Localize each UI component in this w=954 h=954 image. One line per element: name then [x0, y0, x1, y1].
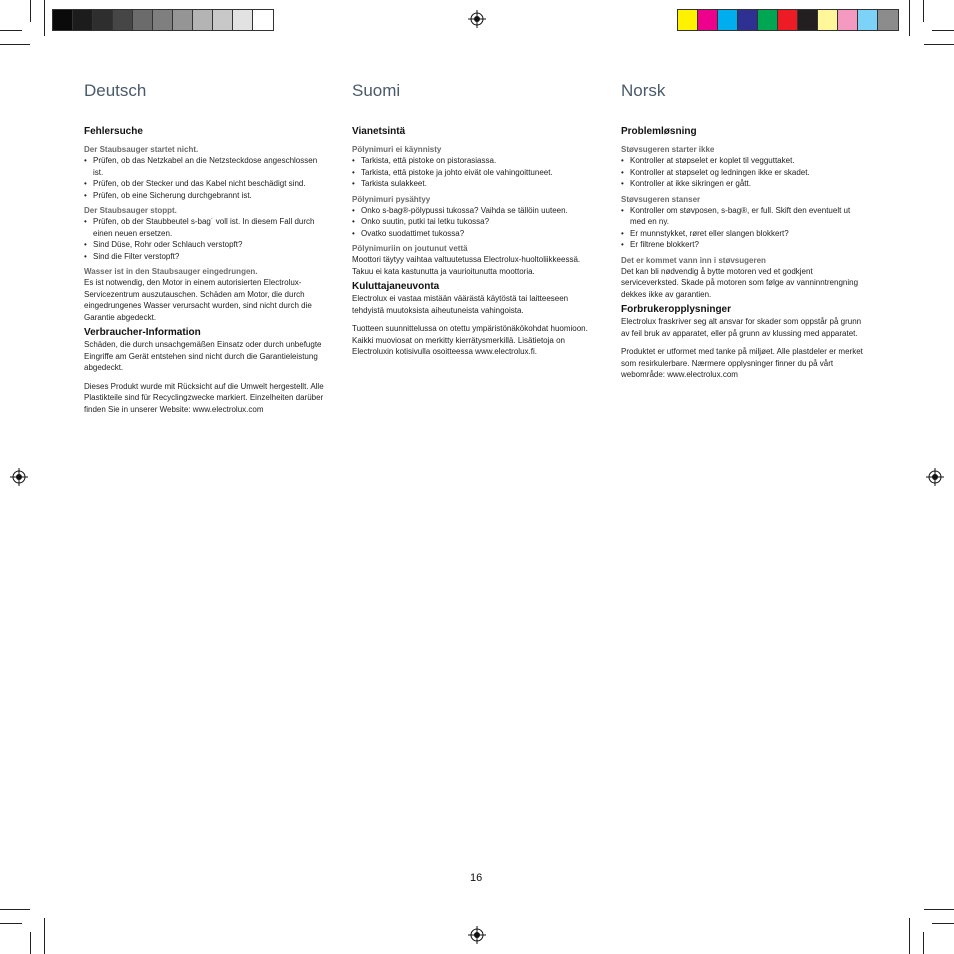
grayscale-calibration-strip [52, 9, 274, 31]
problem-paragraph: Moottori täytyy vaihtaa valtuutetussa Electrolux-huoltoliikkeessä. Takuu ei kata kastunutta ja vaurioitunutta moottoria. [352, 255, 581, 276]
registration-mark-icon [468, 926, 486, 944]
column-suomi [352, 80, 597, 365]
color-swatch [133, 10, 153, 30]
check-list-item: • Sind Düse, Rohr oder Schlauch verstopft? [84, 239, 329, 251]
consumer-info-paragraph: Produktet er utformet med tanke på miljøet. Alle plastdeler er merket som resirkulerbare. Nærmere opplysninger finner du på vårt webområde: www.electrolux.com [621, 347, 863, 379]
crop-mark [932, 30, 954, 31]
check-list-item: • Prüfen, ob eine Sicherung durchgebrannt ist. [84, 190, 329, 202]
language-title: Deutsch [84, 81, 147, 100]
color-swatch [758, 10, 778, 30]
consumer-info-paragraph: Tuotteen suunnittelussa on otettu ympäristönäkökohdat huomioon. Kaikki muoviosat on merkitty kierrätysmerkillä. Lisätietoja on Electroluxin kotisivulla osoitteessa www.electrolux.fi. [352, 324, 588, 356]
check-list-item: • Kontroller om støvposen, s-bag®, er full. Skift den eventuelt ut med en ny. [621, 205, 866, 228]
check-list [352, 205, 597, 240]
page-number: 16 [470, 872, 483, 884]
check-list-item: • Prüfen, ob der Stecker und das Kabel nicht beschädigt sind. [84, 178, 329, 190]
crop-mark [0, 923, 22, 924]
registration-mark-icon [10, 468, 28, 486]
check-list-item: • Kontroller at støpselet er koplet til vegguttaket. [621, 155, 866, 167]
consumer-info-paragraph: Dieses Produkt wurde mit Rücksicht auf die Umwelt hergestellt. Alle Plastikteile sind für Recyclingzwecke markiert. Einzelheiten darüber finden Sie in unserer Website: www.electrolux.com [84, 381, 324, 414]
color-swatch [718, 10, 738, 30]
color-swatch [838, 10, 858, 30]
check-list-item: • Tarkista, että pistoke ja johto eivät ole vahingoittuneet. [352, 167, 597, 179]
color-swatch [233, 10, 253, 30]
crop-mark [0, 30, 22, 31]
check-list-item: • Sind die Filter verstopft? [84, 251, 329, 263]
problem-subheading: Wasser ist in den Staubsauger eingedrungen. [84, 267, 258, 276]
crop-mark [924, 44, 954, 45]
check-list-item: • Kontroller at støpselet og ledningen ikke er skadet. [621, 167, 866, 179]
check-list-item: • Kontroller at ikke sikringen er gått. [621, 178, 866, 190]
troubleshooting-heading: Fehlersuche [84, 126, 143, 137]
color-swatch [113, 10, 133, 30]
check-list-item: • Onko suutin, putki tai letku tukossa? [352, 216, 597, 228]
check-list-item: • Prüfen, ob der Staubbeutel s-bag˙ voll ist. In diesem Fall durch einen neuen ersetzen. [84, 216, 329, 239]
crop-mark [932, 923, 954, 924]
color-swatch [878, 10, 898, 30]
consumer-info-paragraph: Electrolux ei vastaa mistään väärästä käytöstä tai laitteeseen tehdyistä muutoksista aiheutuneista vahingoista. [352, 294, 569, 315]
column-norsk [621, 80, 866, 388]
consumer-info-paragraph: Electrolux fraskriver seg alt ansvar for skader som oppstår på grunn av feil bruk av apparatet, eller på grunn av klussing med apparatet. [621, 317, 862, 338]
check-list-item: • Onko s-bag®-pölypussi tukossa? Vaihda se tällöin uuteen. [352, 205, 597, 217]
color-swatch [678, 10, 698, 30]
color-swatch [193, 10, 213, 30]
troubleshooting-heading: Vianetsintä [352, 126, 406, 137]
problem-subheading: Der Staubsauger startet nicht. [84, 145, 199, 154]
crop-mark [923, 0, 924, 22]
problem-subheading: Støvsugeren stanser [621, 194, 701, 204]
registration-mark-icon [926, 468, 944, 486]
crop-mark [909, 0, 910, 36]
color-swatch [798, 10, 818, 30]
registration-mark-icon [468, 10, 486, 28]
consumer-info-heading: Verbraucher-Information [84, 327, 201, 338]
problem-subheading: Det er kommet vann inn i støvsugeren [621, 255, 766, 265]
check-list [84, 155, 329, 201]
check-list-item: • Tarkista sulakkeet. [352, 178, 597, 190]
column-deutsch [84, 80, 329, 422]
color-swatch [173, 10, 193, 30]
troubleshooting-heading: Problemløsning [621, 126, 697, 137]
color-swatch [253, 10, 273, 30]
color-swatch [93, 10, 113, 30]
problem-subheading: Pölynimuri ei käynnisty [352, 145, 442, 154]
consumer-info-paragraph: Schäden, die durch unsachgemäßen Einsatz oder durch unbefugte Eingriffe am Gerät entstehen sind nicht durch die Garantieleistung abgedeckt. [84, 340, 322, 372]
crop-mark [44, 0, 45, 36]
crop-mark [0, 909, 30, 910]
problem-paragraph: Es ist notwendig, den Motor in einem autorisierten Electrolux-Servicezentrum auszutauschen. Schäden am Motor, die durch eingedrungenes Wasser verursacht wurden, sind nicht durch die Garantie abgedeckt. [84, 278, 312, 322]
check-list-item: • Ovatko suodattimet tukossa? [352, 228, 597, 240]
crop-mark [909, 918, 910, 954]
problem-subheading: Der Staubsauger stoppt. [84, 206, 177, 215]
color-calibration-strip [677, 9, 899, 31]
color-swatch [818, 10, 838, 30]
color-swatch [153, 10, 173, 30]
language-title: Suomi [352, 81, 401, 100]
consumer-info-heading: Forbrukeropplysninger [621, 304, 732, 315]
check-list [84, 216, 329, 262]
language-title: Norsk [621, 81, 666, 100]
crop-mark [30, 0, 31, 22]
crop-mark [0, 44, 30, 45]
crop-mark [30, 932, 31, 954]
problem-paragraph: Det kan bli nødvendig å bytte motoren ved et godkjent serviceverksted. Skade på motoren som følge av vanninntrengning dekkes ikke av garantien. [621, 266, 859, 299]
problem-subheading: Pölynimuriin on joutunut vettä [352, 244, 468, 253]
consumer-info-heading: Kuluttajaneuvonta [352, 281, 440, 292]
crop-mark [923, 932, 924, 954]
check-list-item: • Er munnstykket, røret eller slangen blokkert? [621, 228, 866, 240]
check-list-item: • Er filtrene blokkert? [621, 239, 866, 251]
check-list-item: • Prüfen, ob das Netzkabel an die Netzsteckdose angeschlossen ist. [84, 155, 329, 178]
color-swatch [738, 10, 758, 30]
check-list-item: • Tarkista, että pistoke on pistorasiassa. [352, 155, 597, 167]
color-swatch [778, 10, 798, 30]
color-swatch [73, 10, 93, 30]
check-list [352, 155, 597, 190]
check-list [621, 205, 866, 251]
color-swatch [858, 10, 878, 30]
color-swatch [213, 10, 233, 30]
check-list [621, 155, 866, 190]
crop-mark [924, 909, 954, 910]
color-swatch [698, 10, 718, 30]
color-swatch [53, 10, 73, 30]
problem-subheading: Pölynimuri pysähtyy [352, 194, 431, 204]
problem-subheading: Støvsugeren starter ikke [621, 145, 715, 154]
crop-mark [44, 918, 45, 954]
